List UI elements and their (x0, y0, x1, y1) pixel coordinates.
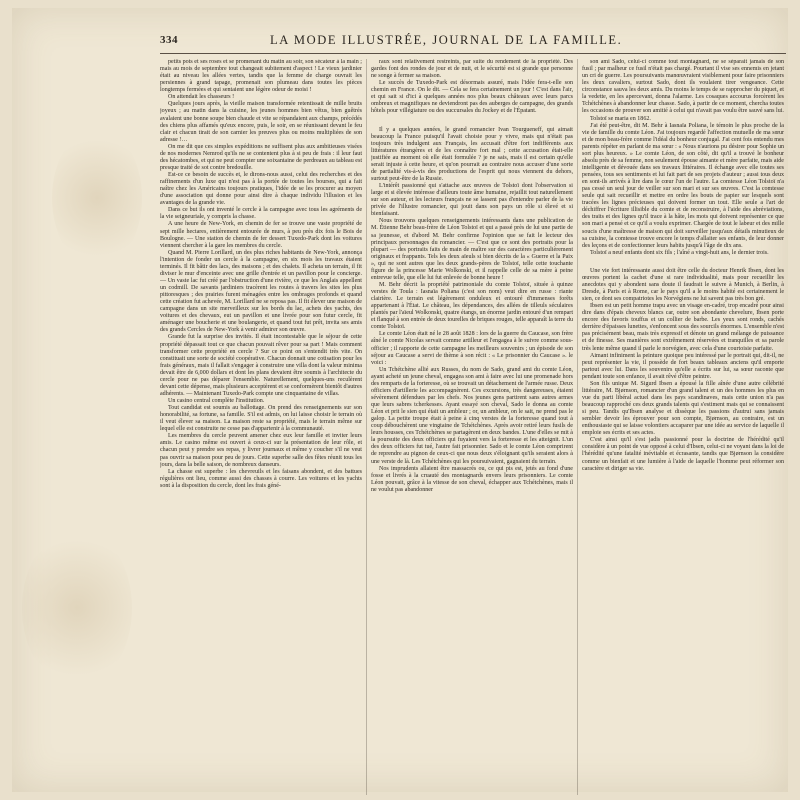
paragraph: Est-ce ce besoin de succès et, le dirons-nous aussi, celui des recherches et des raffinements d'un luxe qui n'est pas à la portée de toutes les bourses, qui a fait naître chez les Américains toujours pratiques, l'idée de se les procurer au moyen d'une association qui donne pour ainsi dire à chaque individu l'illusion et les avantages de la grande vie. (160, 172, 362, 207)
paragraph: Quand M. Pierre Lorillard, un des plus riches habitants de New-York, annonça l'intention de fonder un cercle à la campagne, en six mois les travaux étaient terminés. Il fit bâtir des lacs, des maisons ; et des chalets. Il acheta un terrain, il fit diviser le mur d'enceinte avec une grille d'entrée et un pavillon pour le concierge. — Un vaste lac fut créé par l'obstruction d'une rivière, ce que les Anglais appellent un codmill. De savants jardiniers tracèrent les routes à travers les sites les plus pittoresques ; des prairies furent ménagées entre les ombrages profonds et quand cette création fut achevée, M. Lorillard ne se reposa pas. Il fit élever une maison de campagne dans un site merveilleux sur les bords du lac, achets des yachts, des voitures et des chevaux, eut un pavillon et une livrée pour son futur cercle, fit aménager une boucherie et une boulangerie, et quand tout fut prêt, invita ses amis des grands Cercles de New-York à venir admirer son œuvre. (160, 249, 362, 334)
header-rule (160, 53, 786, 54)
text-columns (160, 59, 786, 795)
paragraph: Le comte Léon était né le 28 août 1828 : lors de la guerre du Caucase, son frère aîné le comte Nicolas servait comme artilleur et l'engagea à le suivre comme sous-officier ; il rapporte de cette campagne les meilleurs souvenirs ; un épisode de son séjour au Caucase a servi de thème à son récit : « Le prisonnier du Caucase ». le voici : (371, 331, 573, 366)
paragraph: Tolstoï se maria en 1862. (590, 115, 651, 122)
paragraph: Son fils unique M. Sigurd Ibsen a épousé la fille aînée d'une autre célébrité littéraire, M. Bjørnson, romancier d'un grand talent et un des hommes les plus en vue du parti libéral actuel dans les pays scandinaves, mais cette union n'a pas beaucoup rapproché ces deux grands talents qui s'estiment mais qui se connaissent si peu. Tandis qu'Ibsen analyse et dissèque les passions d'autrui sans jamais sembler devoir les éprouver pour son compte, Bjørnson, au contraire, est un enthousiaste qui se laisse volontiers accaparer par une idée au service de laquelle il emploie ses écrits et ses actes. (582, 380, 784, 437)
paragraph: Ibsen est un petit homme trapu avec un visage en-cadré, trop encadré pour ainsi dire dans d'épais cheveux blancs car, outre son abondante chevelure, Ibsen porte encore des favoris touffus et un collier de barbe. Les yeux sont ronds, cachés derrière d'épaisses lunettes, s'enfoncent sous des sourcils énormes. L'ensemble n'est pas précisément beau, mais très expressif et dénote un grand mélange de puissance et de finesse. Ses manières sont extrêmement réservées et tranquilles et sa parole très lente même quand il parle le norvégien, avec cela d'une courtoisie parfaite. (582, 303, 784, 352)
section-break (582, 259, 784, 266)
paragraph: Un Tchétchène allié aux Russes, du nom de Sado, grand ami du comte Léon, ayant acheté un jeune cheval, engagea son ami à faire avec lui une promenade hors des remparts de la forteresse, où se trouvait un détachement de l'armée russe. Deux officiers d'artillerie les accompagnèrent. Ces excursions, très dangereuses, étaient sévèrement défendues par les chefs. Nos jeunes gens partirent sans autres armes que leurs sabres tcherkesses. Ayant essayé son cheval, Sado le donna au comte Léon et prit le sien qui était un ambleur ; or, un ambleur, on le sait, ne prend pas le galop. La petite troupe était à peine à cinq verstes de la forteresse quand tout à coup débouchèrent une vingtaine de Tchétchènes. Après avoir retiré leurs fusils de leurs housses, ces Tchétchènes se partagèrent en deux bandes. L'une d'elles se mit à la poursuite des deux officiers qui fuyaient vers la forteresse et les atteignit. L'un des deux officiers fut tué, l'autre fait prisonnier. Sado et le comte Léon comprirent de reprendre au pignon de ceux-ci que nous deux s'éloignant qu'ils seraient alors à une verste de là. Les Tchétchènes qui les poursuivaient, gagnaient du terrain. (371, 366, 573, 465)
page-number: 334 (160, 34, 178, 46)
paragraph: Tout candidat est soumis au ballottage. On prend des renseignements sur son honorabilité, sa fortune, sa famille. S'il est admis, on lui laisse choisir le terrain où il veut élever sa maison. La maison reste sa propriété, mais le terrain même sur lequel elle est construite ne cesse pas d'appartenir à la communauté. (160, 405, 362, 433)
paragraph: J'ai été peut-être, dit M. Behr à Iasnaïa Poliana, le témoin le plus proche de la vie de famille du comte Léon. J'ai toujours regardé l'affection mutuelle de ma sœur et de mon beau-frère comme l'idéal du bonheur conjugal. J'ai cent fois entendu mes parents répéter en parlant de ma sœur : « Nous n'aurions pu désirer pour Sophie un sort plus heureux. » Le comte Léon, de son côté, dit qu'il a trouvé le bonheur absolu près de sa femme, non seulement épouse aimante et mère parfaite, mais aide intelligente et dévouée dans ses travaux littéraires. Il échange avec elle toutes ses pensées, tous ses sentiments et lui fait part de ses projets d'auteur ; aussi tous deux en sont-ils arrivés à lire dans le cœur l'un de l'autre. La comtesse Léon Tolstoï n'a pas cessé un seul jour de veiller sur son mari et sur ses œuvres. C'est la comtesse seule qui sait recueillir et mettre en ordre les bouts de papier sur lesquels sont tracées les lignes précieuses qui doivent former un tout. Elle seule a l'art de déchiffrer l'écriture illisible du comte et de reconstruire, à l'aide des abréviations, des traits et des lignes qu'il trace à la hâte, les mots qui doivent représenter ce que son mari a pensé et ce qu'il a voulu exprimer. Chargée de tout le labeur et des mille soucis d'une maîtresse de maison qui doit surveiller jusqu'aux détails minutieux de sa cuisine, la comtesse trouve encore le temps d'allaiter ses enfants, de leur donner des leçons et de confectionner leurs habits jusqu'à l'âge de dix ans. (582, 122, 784, 249)
paper-stain (22, 528, 132, 688)
paragraph: Quelques jours après, la vieille maison transformée retentissait de mille bruits joyeux ; au matin dans la cuisine, les jeunes hommes bien vêtus, bien guêtrés avalaient une bonne soupe bien chaude et vite se répandaient aux champs, précédés des chiens plus affamés qu'eux encore, puis, le soir, en se réunissant devant le feu clair et chacun tirait de son carnier les preuves plus ou moins multipliées de son adresse !… (160, 101, 362, 143)
section-break (371, 118, 573, 125)
paragraph: M. Behr décrit la propriété patrimoniale du comte Tolstoï, située à quinze verstes de Toula : Iasnaïa Poliana (c'est son nom) veut dire en russe : riante clairière. Le terrain est légèrement onduleux et entouré d'immenses forêts appartenant à l'État. Le château, les dépendances, des allées de tilleuls séculaires plantés par l'aïeul Wolkonski, quatre étangs, un énorme jardin entouré d'un rempart et flanqué à son entrée de deux tourelles de briques rouges, telle apparaît la terre du comte Tolstoï. (371, 281, 573, 331)
paragraph: Tolstoï a neuf enfants dont six fils ; l'aîné a vingt-huit ans, le dernier trois. (590, 249, 769, 256)
paragraph: Une vie fort intéressante aussi doit être celle du docteur Henrik Ibsen, dont les œuvres portent la cachet d'une si rare individualité, mais pour recueillir les anecdotes qui y abondent sans doute il faudrait le suivre à Munich, à Berlin, à Dresde, à Paris et à Rome, car le pays qu'il a le moins habité est certainement le sien, ce dont ses compatriotes les Norvégiens ne lui savent pas très bon gré. (582, 267, 784, 303)
paragraph: raux sont relativement restreints, par suite du rendement de la propriété. Des gardes font des rondes de jour et de nuit, et le sécurité est si grande que personne ne songe à fermer sa maison. (371, 59, 573, 80)
column-1 (160, 59, 362, 795)
column-divider (577, 59, 578, 795)
paragraph: petits pots et ses roses et se promenant du matin au soir, son sécateur à la main ; mais au mois de septembre tout changeait subitement d'aspect ! Le vieux jardinier était au niveau les allées vertes, tandis que la femme de charge ouvrait les persiennes à grand tapage, promenait son plumeau dans toutes les pièces longtemps fermées et qui sentaient une légère odeur de moisi ! (160, 59, 362, 94)
paragraph: L'intérêt passionné qui s'attache aux œuvres de Tolstoï dont l'observation si large et si élevée intéresse d'ailleurs toute âme humaine, rejaillit tout naturellement sur son auteur, et les lecteurs français ne se lassent pas d'entendre parler de la vie privée de l'illustre romancier, qui jouit dans son pays un rôle si élevé et si bienfaisant. (371, 183, 573, 218)
paragraph: son ami Sado, celui-ci comme tout montagnard, ne se séparait jamais de son fusil ; par malheur ce fusil n'était pas chargé. Pourtant il vise ses ennemis en jetant un cri de guerre. Les poursuivants manœuvraient visiblement pour faire prisonniers les deux cavaliers, surtout Sado, dont ils voulaient tirer vengeance. Cette circonstance sauva les deux amis. Du moins le temps de se rapprocher du piquet, et la vedette, en les apercevant, donna l'alarme. Les cosaques accourus forcèrent les Tchétchènes à abandonner leur chasse. Sado, à partir de ce moment, chercha toutes les occasions de prouver son amitié à celui qui n'avait pas voulu être sauvé sans lui. (582, 59, 784, 115)
paragraph: La chasse est superbe : les chevreuils et les faisans abondent, et des battues régulières ont lieu, comme aussi des chasses à courre. Les voitures et les yachts sont à la disposition du cercle, dont les frais géné- (160, 468, 362, 489)
paragraph: Les membres du cercle peuvent amener chez eux leur famille et inviter leurs amis. Le casino même est ouvert à ceux-ci sur la présentation de leur rôle, et chacun peut y prendre ses repas, y livrer journaux et même y coucher s'il ne veut pas ouvrir sa maison pour peu de jours. Cette superbe salle des fêtes réunit tous les jours, dans la belle saison, de nombreux danseurs. (160, 433, 362, 468)
paragraph: A une heure de New-York, en chemin de fer se trouve une vaste propriété de sept mille hectares, entièrement entourée de murs, à peu près dix fois le Bois de Boulogne. — Une station de chemin de fer dessert Tuxedo-Park dont les voitures viennent chercher à la gare les membres du cercle. (160, 221, 362, 249)
running-title: LA MODE ILLUSTRÉE, JOURNAL DE LA FAMILLE. (270, 33, 623, 47)
column-divider (366, 59, 367, 795)
paragraph: Il y a quelques années, le grand romancier Ivan Tourgueneff, qui aimait beaucoup la France puisqu'il l'avait choisie pour y vivre, mais qui n'était pas toujours très indulgent aux Français, les accusait d'être fort indifférents aux littératures étrangères et de les connaître fort mal ; cette accusation était-elle justifiée au moment où elle était formulée ? je ne sais, mais il est certain qu'elle serait injuste à cette heure, et qu'on pourrait au contraire nous accuser d'une sorte de partialité vis-à-vis des productions de l'esprit qui nous viennent du dehors, surtout peut-être de la Russie. (371, 126, 573, 182)
paragraph: Grande fut la surprise des invités. Il était incontestable que le séjour de cette propriété dépassait tout ce que chacun pouvait rêver pour sa part ! Mais comment transformer cette propriété en cercle ? Sur ce point on s'entendit très vite. On constituait une sorte de société coopérative. Chacun donnait une cotisation pour les frais généraux, mais il fallait s'engager à construire une villa dont la valeur minima devait être de 6,000 dollars et dont les plans devaient être soumis à l'architecte du cercle pour ne pas déparer l'ensemble. Naturellement, quelques-uns reculèrent devant cette dépense, mais plusieurs acceptèrent et se conformèrent bientôt d'autres adhérents. — Maintenant Tuxedo-Park compte une cinquantaine de villas. (160, 334, 362, 397)
paragraph: Un casino central complète l'institution. (168, 398, 265, 404)
paragraph: On me dit que ces simples expéditions ne suffisent plus aux ambitieuses visées de nos modernes Nemrod qu'ils ne se contentent plus à si peu de frais : il leur faut des hécatombes, et qui ne peut compter une soixantaine de perdreaux au tableau est presque traité de sot contre bredouille. (160, 143, 362, 171)
paragraph: On attendait les chasseurs ! (168, 94, 235, 101)
paragraph: Nos imprudents allaient être massacrés ou, ce qui pis est, jetés au fond d'une fosse et livrés à la cruauté des montagnards envers leurs prisonniers. Le comte Léon pouvait, grâce à la vitesse de son cheval, échapper aux Tchétchènes, mais il ne voulut pas abandonner (371, 465, 573, 493)
paragraph: Dans ce but ils ont inventé le cercle à la campagne avec tous les agréments de la vie seigneuriale, y compris la chasse. (160, 207, 362, 221)
column-3 (582, 59, 784, 795)
paper-stain (52, 128, 142, 268)
paragraph: Nous trouvons quelques renseignements intéressants dans une publication de M. Étienne Behr beau-frère de Léon Tolstoï et qui a passé près de lui une partie de sa jeunesse, et d'abord M. Behr confirme l'opinion que se fait le lecteur des principaux personnages du romancier. — C'est que ce sont des portraits pour la plupart — des portraits faits de main de maître sur des caractères particulièrement originaux et frappants. Tels les deux aïeuls si bien décrits de la « Guerre et la Paix », qui ne sont autres que les deux grands-pères de Tolstoï, telle cette touchante figure de la princesse Marie Wolkonski, et il rappelle celle de sa mère à peine entrevue telle, que elle lui fut enlevée de bonne heure ! (371, 218, 573, 281)
column-2 (371, 59, 573, 795)
paragraph: Le succès de Tuxedo-Park est désormais assuré, mais l'idée fera-t-elle son chemin en France. On le dit. — Cela se fera certainement un jour ! C'est dans l'air, et qui sait si d'ici à quelques années nos plus beaux châteaux avec leurs parcs ombreux et magnifiques ne deviendront pas des auberges de campagne, des grands hôtels pour villégiature ou des succursales du Jockey et de l'Épatant. (371, 80, 573, 115)
paragraph: Aimant infiniment la peinture quoique peu intéressé par le portrait qui, dit-il, ne peut représenter la vie, il possède de fort beaux tableaux anciens qu'il emporte partout avec lui. Dans les souvenirs qu'elle a écrits sur lui, sa sœur raconte que pendant toute son enfance, il avait rêvé d'être peintre. (582, 352, 784, 380)
paragraph: C'est ainsi qu'il s'est jadis passionné pour la doctrine de l'hérédité qu'il considère à un point de vue opposé à celui d'Ibsen, celui-ci ne voyant dans la loi de l'hérédité qu'une fatalité inévitable et écrasante, tandis que Bjørnson la considère comme un bienfait et une lumière à l'aide de laquelle l'homme peut réformer son caractère et diriger sa vie. (582, 437, 784, 472)
page-header (160, 34, 786, 50)
newspaper-page (12, 8, 788, 792)
